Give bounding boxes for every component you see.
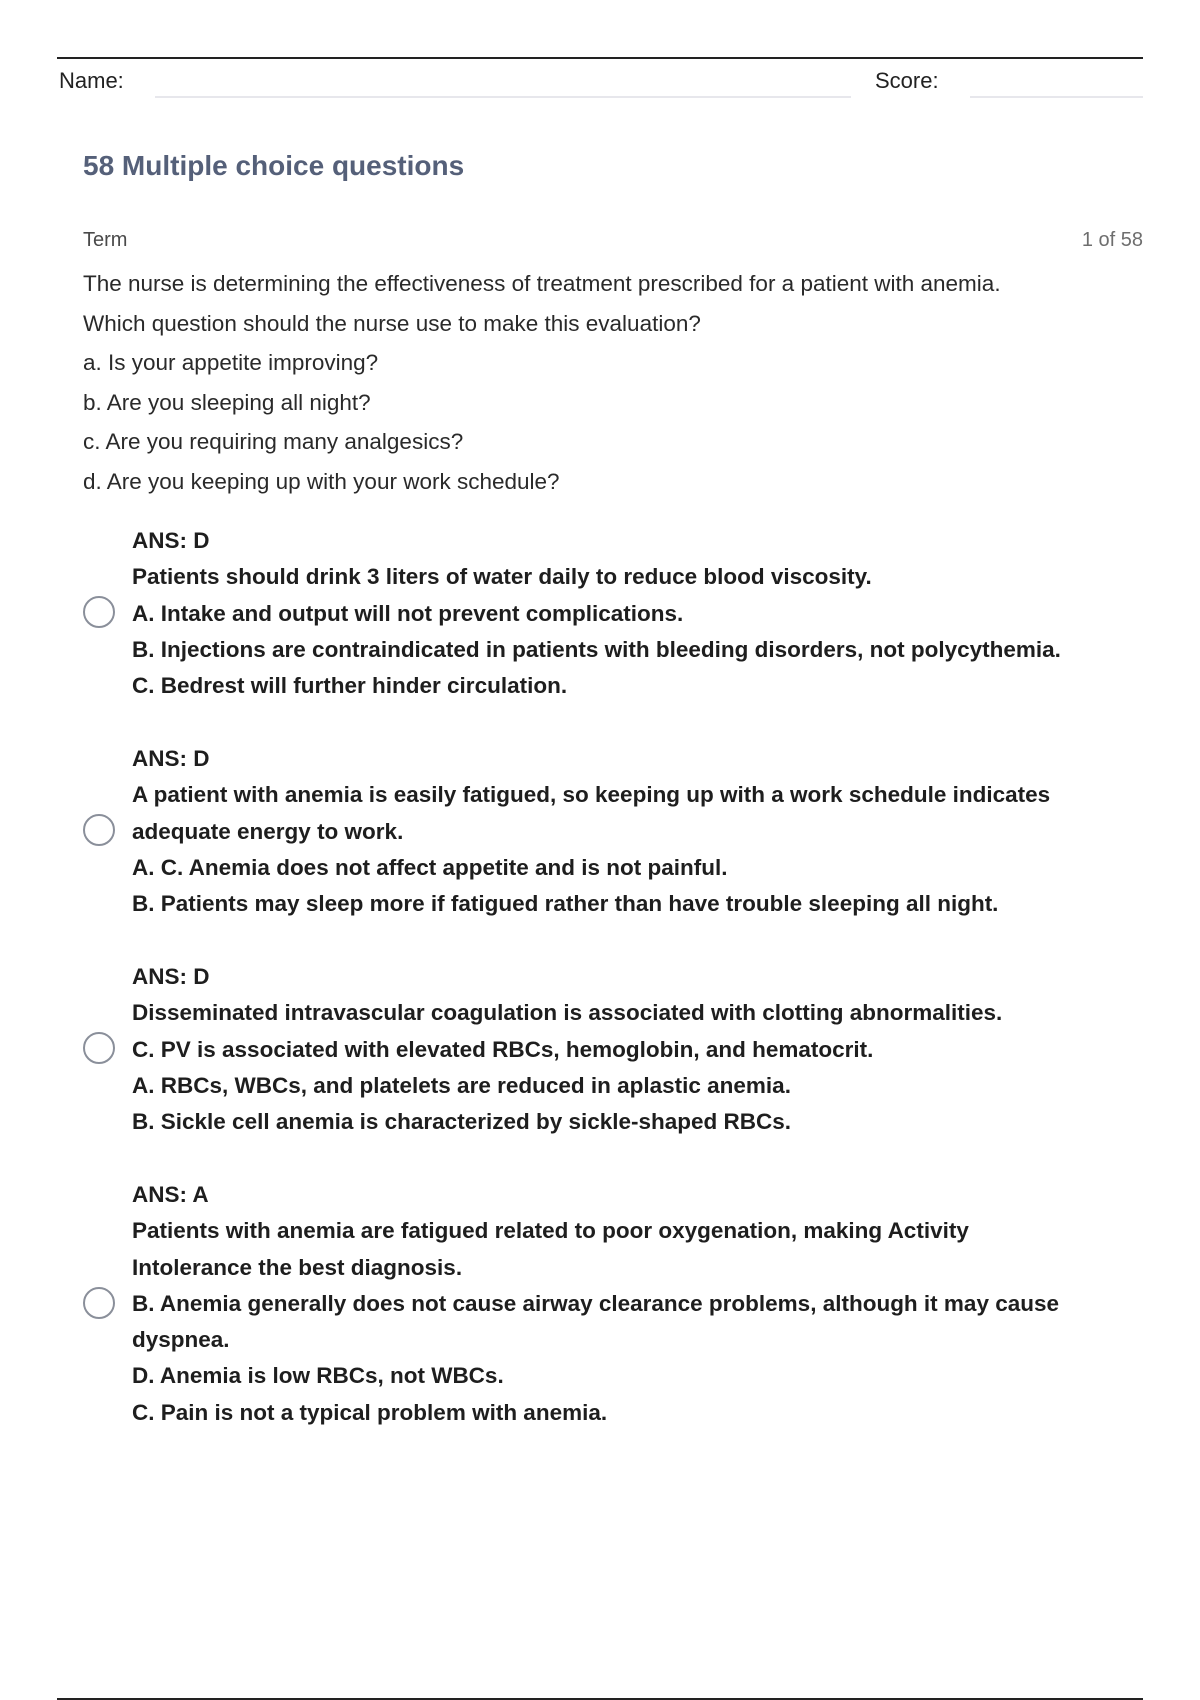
section-title: 58 Multiple choice questions	[83, 150, 465, 181]
option-line: C. Bedrest will further hinder circulation.	[132, 673, 568, 699]
question-choice: a. Is your appetite improving?	[83, 350, 379, 375]
option-text	[132, 523, 1132, 704]
option-line: C. PV is associated with elevated RBCs, hemoglobin, and hematocrit.	[132, 1036, 874, 1062]
option-line: D. Anemia is low RBCs, not WBCs.	[132, 1363, 504, 1389]
question-line: The nurse is determining the effectiveness of treatment prescribed for a patient with anemia.	[83, 271, 1001, 296]
option-text	[132, 959, 1132, 1140]
option-line: Patients with anemia are fatigued related to poor oxygenation, making Activity	[132, 1218, 969, 1244]
score-label: Score:	[875, 68, 939, 93]
option-line: dyspnea.	[132, 1327, 230, 1353]
option-line: ANS: A	[132, 1182, 209, 1207]
option-line: A. C. Anemia does not affect appetite and is not painful.	[132, 854, 728, 880]
option-line: Disseminated intravascular coagulation is associated with clotting abnormalities.	[132, 1000, 1003, 1026]
option-line: A. Intake and output will not prevent complications.	[132, 600, 684, 626]
option-radio-4[interactable]	[83, 1287, 115, 1319]
option-line: B. Sickle cell anemia is characterized by sickle-shaped RBCs.	[132, 1109, 792, 1135]
option-line: A patient with anemia is easily fatigued, so keeping up with a work schedule indicates	[132, 782, 1051, 808]
option-line: C. Pain is not a typical problem with anemia.	[132, 1399, 608, 1425]
question-line: Which question should the nurse use to make this evaluation?	[83, 310, 701, 336]
question-choice: b. Are you sleeping all night?	[83, 389, 371, 415]
option-line: B. Patients may sleep more if fatigued rather than have trouble sleeping all night.	[132, 891, 999, 917]
question-choice: c. Are you requiring many analgesics?	[83, 429, 464, 454]
option-line: ANS: D	[132, 746, 210, 771]
option-line: A. RBCs, WBCs, and platelets are reduced in aplastic anemia.	[132, 1072, 791, 1098]
option-line: Patients should drink 3 liters of water daily to reduce blood viscosity.	[132, 564, 872, 590]
name-field-line	[155, 96, 851, 98]
question-choice: d. Are you keeping up with your work schedule?	[83, 468, 560, 494]
option-line: B. Injections are contraindicated in patients with bleeding disorders, not polycythemia.	[132, 636, 1061, 662]
option-line: B. Anemia generally does not cause airway clearance problems, although it may cause	[132, 1290, 1060, 1316]
option-line: adequate energy to work.	[132, 818, 404, 844]
term-counter: 1 of 58	[1081, 229, 1143, 251]
option-line: ANS: D	[132, 964, 210, 989]
score-field-line	[970, 96, 1143, 98]
option-line: ANS: D	[132, 528, 210, 553]
option-radio-2[interactable]	[83, 814, 115, 846]
name-label: Name:	[59, 68, 124, 93]
header-row	[57, 64, 1143, 104]
term-label: Term	[83, 229, 128, 251]
option-radio-1[interactable]	[83, 596, 115, 628]
option-radio-3[interactable]	[83, 1032, 115, 1064]
top-rule	[57, 57, 1143, 59]
option-text	[132, 741, 1132, 922]
option-text	[132, 1177, 1132, 1431]
question-block	[83, 264, 1143, 501]
option-line: Intolerance the best diagnosis.	[132, 1254, 463, 1280]
